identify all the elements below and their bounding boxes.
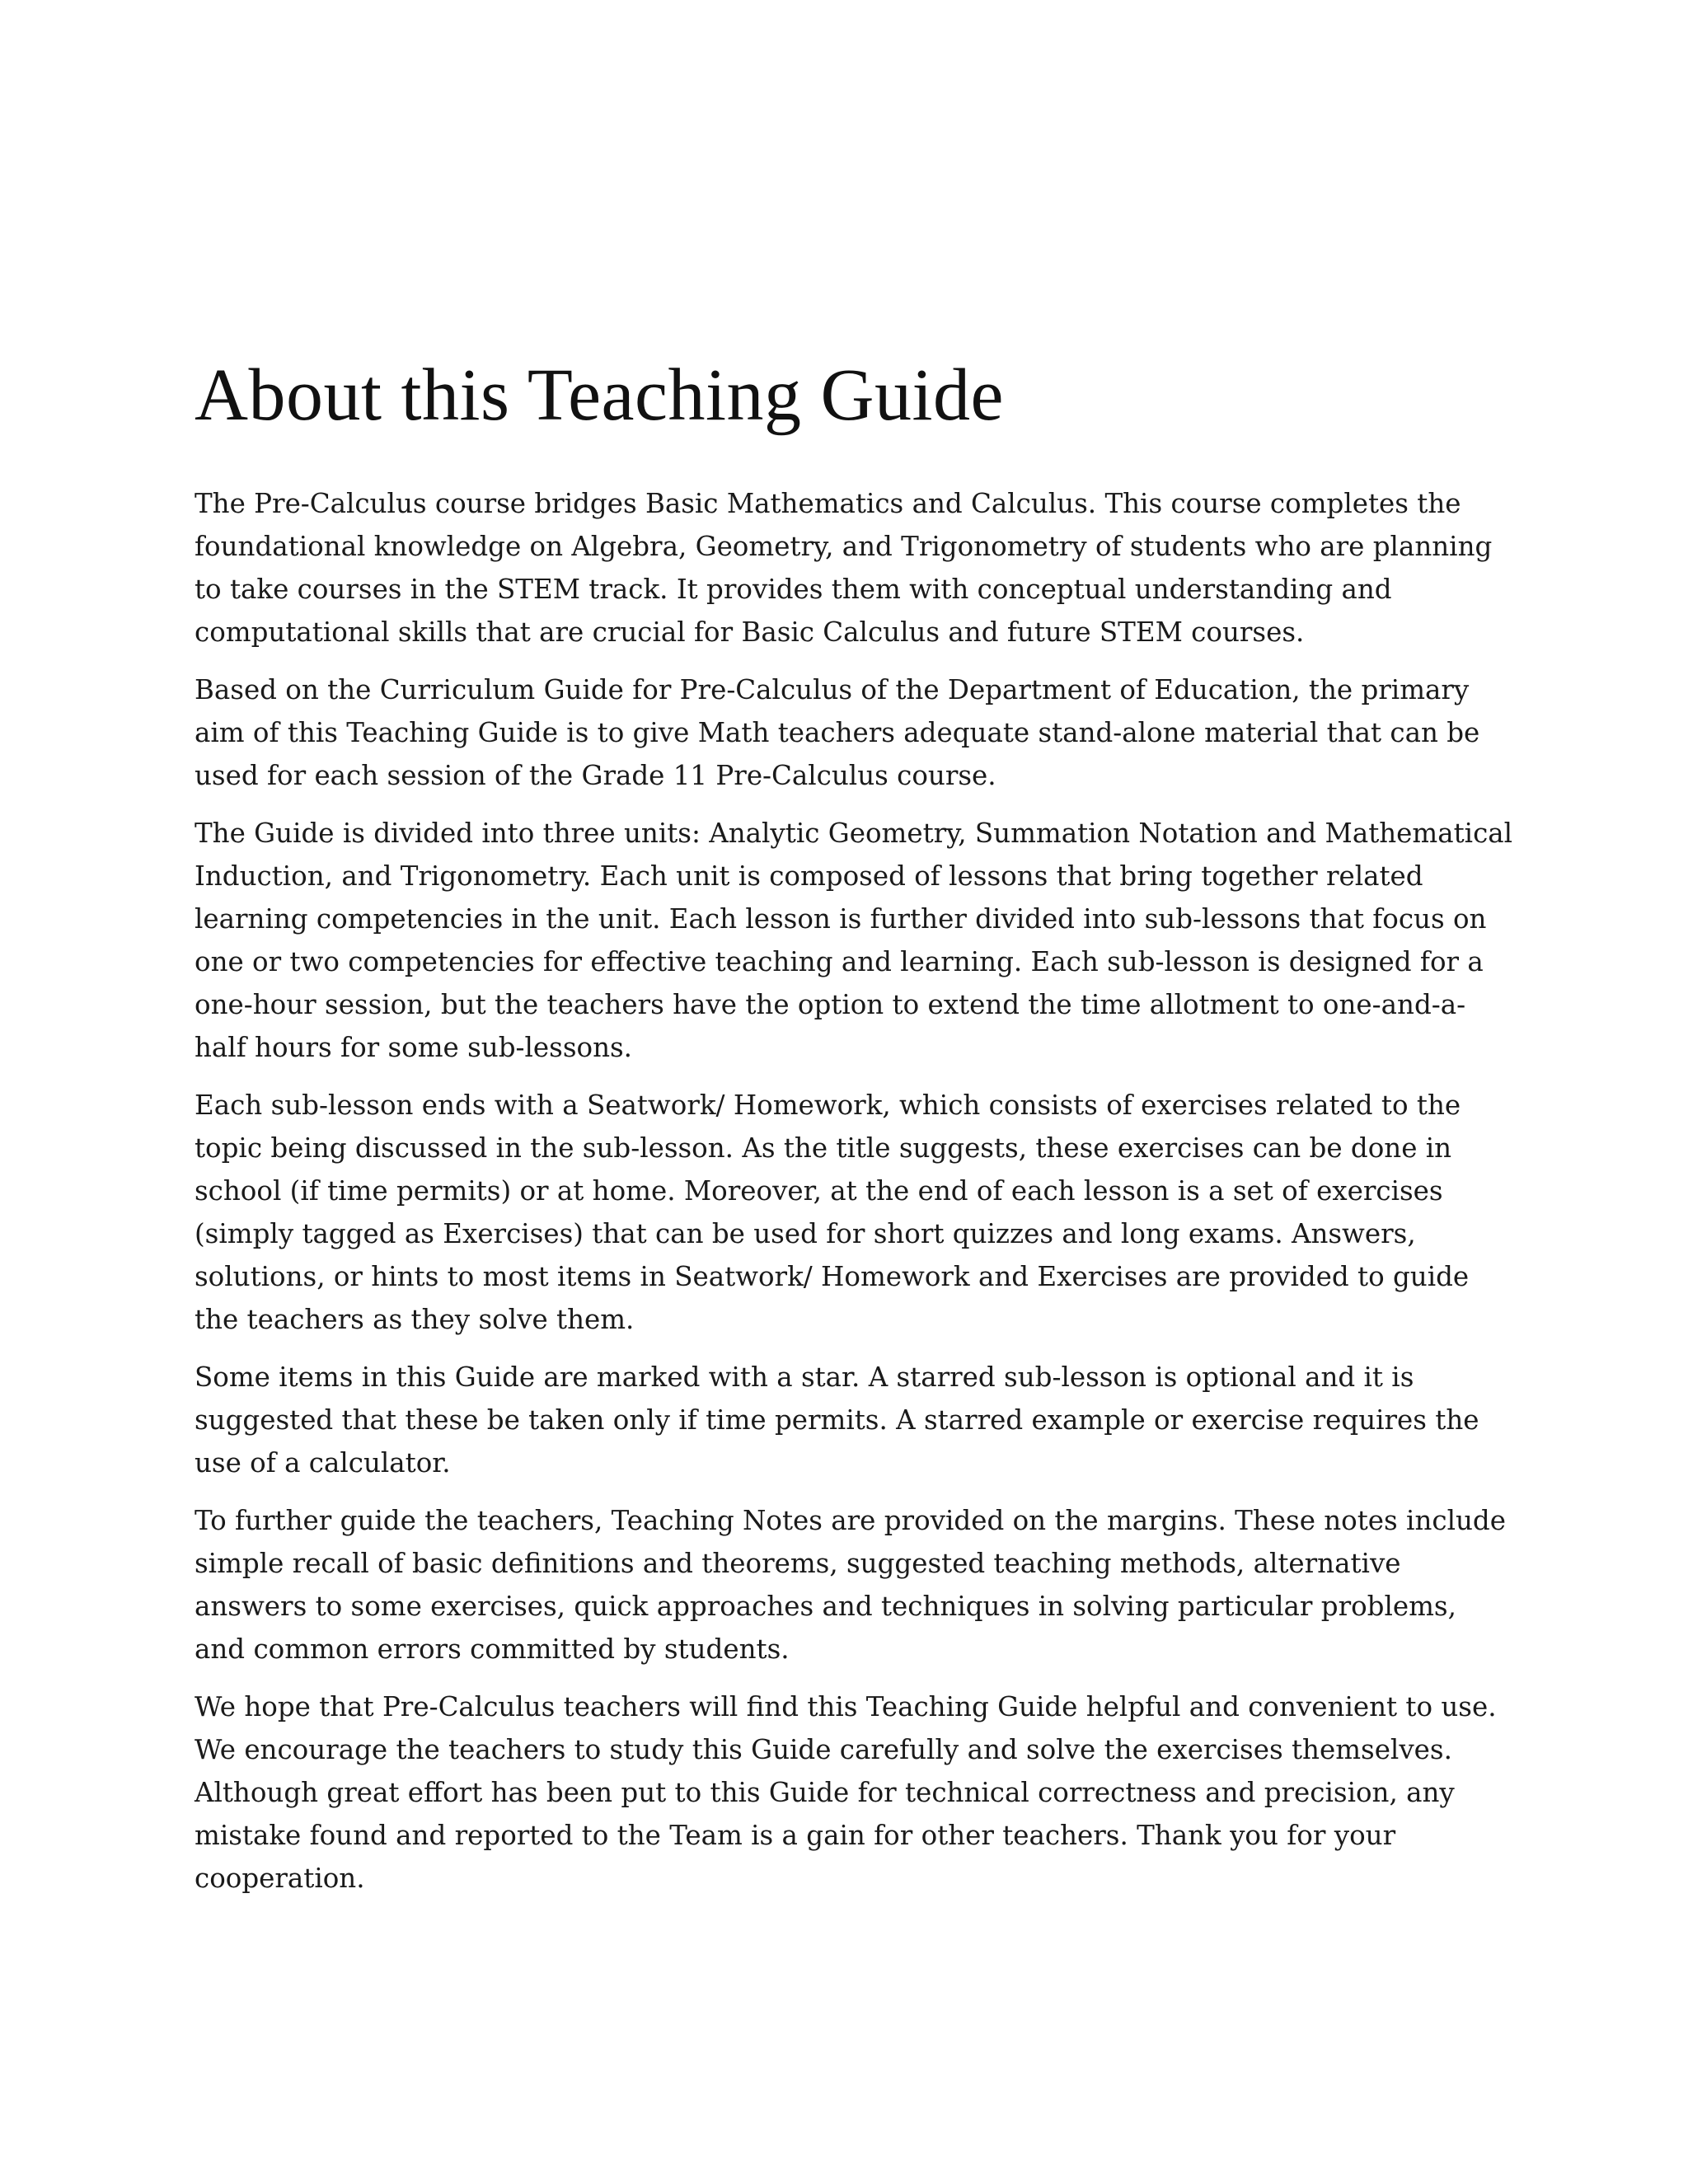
document-page — [195, 354, 1513, 1915]
page-title: About this Teaching Guide — [195, 354, 1004, 436]
paragraph-seatwork: Each sub-lesson ends with a Seatwork/ Homework, which consists of exercises related to the topic being discussed in the sub-lesson. As the title suggests, these exercises can be done in school (if time permits) or at home. Moreover, at the end of each lesson is a set of exercises (simply tagged as Exercises) that can be used for short quizzes and long exams. Answers, solutions, or hints to most items in Seatwork/ Homework and Exercises are provided to guide the teachers as they solve them. — [195, 1090, 1470, 1335]
paragraph-curriculum-basis: Based on the Curriculum Guide for Pre-Calculus of the Department of Education, the primary aim of this Teaching Guide is to give Math teachers adequate stand-alone material that can be used for each session of the Grade 11 Pre-Calculus course. — [195, 674, 1480, 791]
paragraph-teaching-notes: To further guide the teachers, Teaching Notes are provided on the margins. These notes include simple recall of basic definitions and theorems, suggested teaching methods, alternative answers to some exercises, quick approaches and techniques in solving particular problems, and common errors committed by students. — [195, 1505, 1506, 1665]
paragraph-starred-items: Some items in this Guide are marked with a star. A starred sub-lesson is optional and it is suggested that these be taken only if time permits. A starred example or exercise requires the use of a calculator. — [195, 1361, 1479, 1479]
paragraph-closing: We hope that Pre-Calculus teachers will find this Teaching Guide helpful and convenient to use. We encourage the teachers to study this Guide carefully and solve the exercises themselves. Although great effort has been put to this Guide for technical correctness and precision, any mistake found and reported to the Team is a gain for other teachers. Thank you for your cooperation. — [195, 1691, 1497, 1894]
paragraph-intro: The Pre-Calculus course bridges Basic Mathematics and Calculus. This course completes the foundational knowledge on Algebra, Geometry, and Trigonometry of students who are planning to take courses in the STEM track. It provides them with conceptual understanding and computational skills that are crucial for Basic Calculus and future STEM courses. — [195, 488, 1493, 648]
paragraph-units: The Guide is divided into three units: Analytic Geometry, Summation Notation and Mathematical Induction, and Trigonometry. Each unit is composed of lessons that bring together related learning competencies in the unit. Each lesson is further divided into sub-lessons that focus on one or two competencies for effective teaching and learning. Each sub-lesson is designed for a one-hour session, but the teachers have the option to extend the time allotment to one-and-a-half hours for some sub-lessons. — [195, 818, 1513, 1063]
